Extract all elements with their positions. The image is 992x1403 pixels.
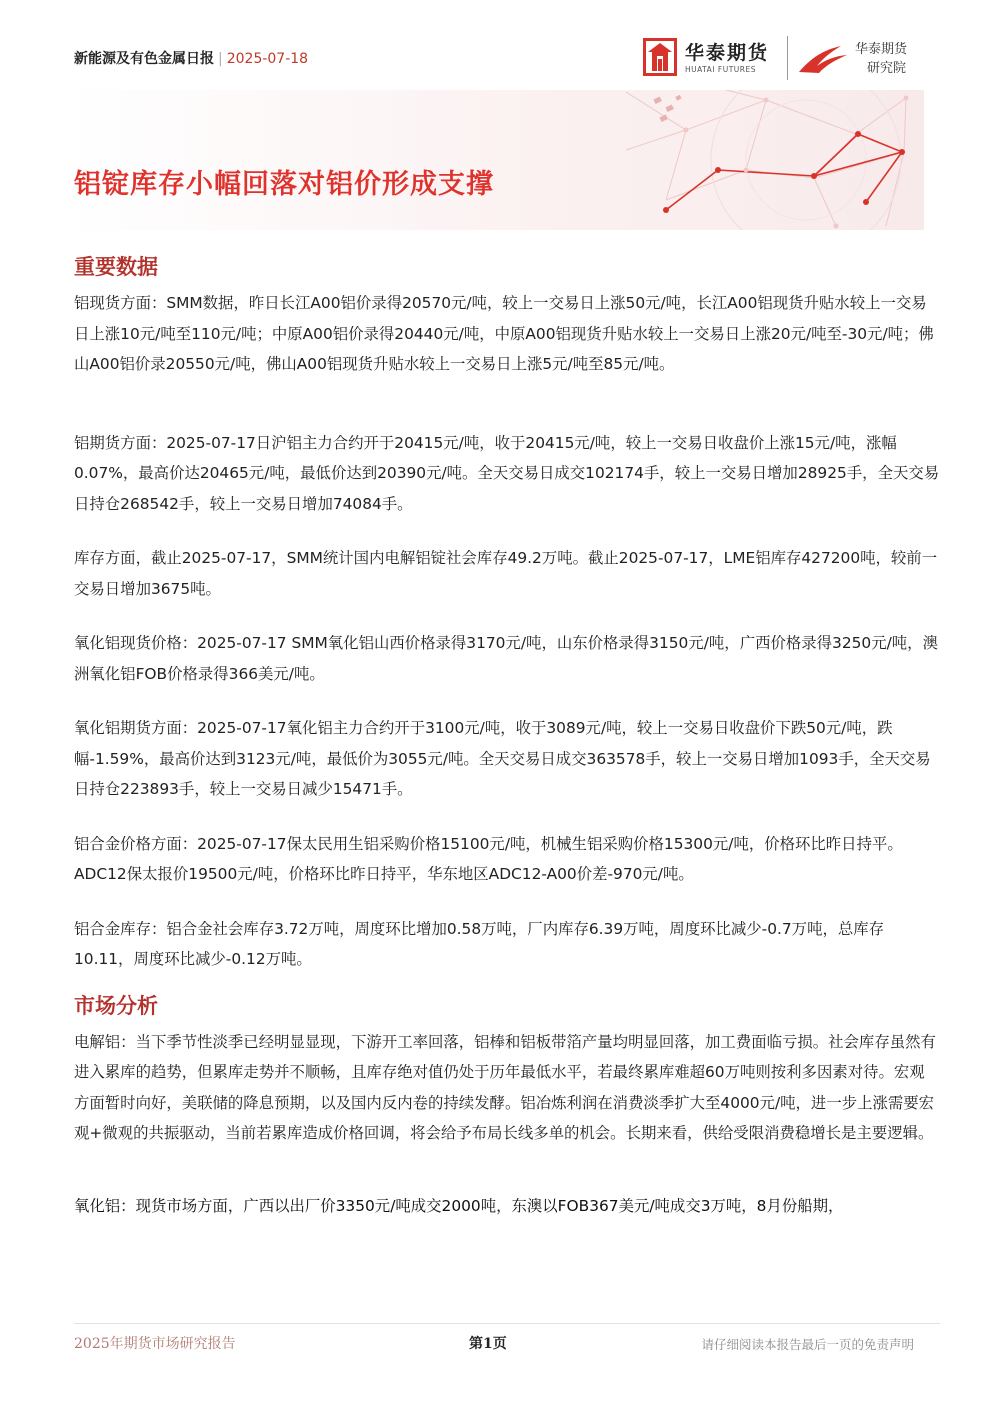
report-date: 2025-07-18 <box>226 51 309 67</box>
paragraph-electrolytic-aluminum: 电解铝：当下季节性淡季已经明显显现，下游开工率回落，铝棒和铝板带箔产量均明显回落，加工费面临亏损。社会库存虽然有进入累库的趋势，但累库走势并不顺畅，且库存绝对值仍处于历年最低水平，若最终累库难超60万吨则按利多因素对待。宏观方面暂时向好，美联储的降息预期，以及国内反内卷的持续发酵。铝冶炼利润在消费淡季扩大至4000元/吨，进一步上涨需要宏观+微观的共振驱动，当前若累库造成价格回调，将会给予布局长线多单的机会。长期来看，供给受限消费稳增长是主要逻辑。 <box>74 1032 936 1142</box>
paragraph-alloy-inventory: 铝合金库存：铝合金社会库存3.72万吨，周度环比增加0.58万吨，厂内库存6.39万吨，周度环比减少-0.7万吨，总库存10.11，周度环比减少-0.12万吨。 <box>74 919 885 968</box>
paragraph-alumina-analysis: 氧化铝：现货市场方面，广西以出厂价3350元/吨成交2000吨，东澳以FOB367美元/吨成交3万吨，8月份船期， <box>74 1196 844 1215</box>
section-heading-key-data: 重要数据 <box>74 255 158 279</box>
section-market-analysis <box>74 989 940 1222</box>
footer-disclaimer-note: 请仔细阅读本报告最后一页的免责声明 <box>701 1337 914 1352</box>
huatai-logo-icon <box>643 38 677 76</box>
paragraph-alumina-spot: 氧化铝现货价格：2025-07-17 SMM氧化铝山西价格录得3170元/吨，山东价格录得3150元/吨，广西价格录得3250元/吨，澳洲氧化铝FOB价格录得366美元/吨。 <box>74 634 938 683</box>
logo-divider <box>787 36 788 80</box>
section-heading-market-analysis: 市场分析 <box>74 993 158 1018</box>
title-banner <box>66 90 924 230</box>
network-decoration-graphic <box>66 90 924 230</box>
report-title: 铝锭库存小幅回落对铝价形成支撑 <box>74 169 494 200</box>
report-name: 新能源及有色金属日报 <box>74 51 214 67</box>
institute-swoosh-icon <box>797 42 857 74</box>
institute-name-line1: 华泰期货 <box>855 42 908 57</box>
institute-name-line2: 研究院 <box>867 61 907 76</box>
page-header <box>0 0 992 90</box>
footer-divider <box>74 1323 940 1324</box>
paragraph-alloy-price: 铝合金价格方面：2025-07-17保太民用生铝采购价格15100元/吨，机械生铝采购价格15300元/吨，价格环比昨日持平。ADC12保太报价19500元/吨，价格环比昨日持平，华东地区ADC12-A00价差-970元/吨。 <box>74 834 903 883</box>
huatai-futures-logo <box>643 38 783 80</box>
paragraph-inventory: 库存方面，截止2025-07-17，SMM统计国内电解铝锭社会库存49.2万吨。截止2025-07-17，LME铝库存427200吨，较前一交易日增加3675吨。 <box>74 549 938 598</box>
footer-report-series: 2025年期货市场研究报告 <box>74 1336 236 1352</box>
logo-chinese-text: 华泰期货 <box>685 42 770 64</box>
logo-english-text: HUATAI FUTURES <box>685 65 756 74</box>
paragraph-aluminum-spot: 铝现货方面：SMM数据，昨日长江A00铝价录得20570元/吨，较上一交易日上涨50元/吨，长江A00铝现货升贴水较上一交易日上涨10元/吨至110元/吨；中原A00铝价录得20440元/吨，中原A00铝现货升贴水较上一交易日上涨20元/吨至-30元/吨；佛山A00铝价录20550元/吨，佛山A00铝现货升贴水较上一交易日上涨5元/吨至85元/吨。 <box>74 294 934 373</box>
page-number: 第1页 <box>469 1336 507 1352</box>
header-separator: | <box>218 51 223 67</box>
report-header-label <box>74 48 308 68</box>
paragraph-alumina-futures: 氧化铝期货方面：2025-07-17氧化铝主力合约开于3100元/吨，收于3089元/吨，较上一交易日收盘价下跌50元/吨，跌幅-1.59%，最高价达到3123元/吨，最低价为3055元/吨。全天交易日成交363578手，较上一交易日增加1093手，全天交易日持仓223893手，较上一交易日减少15471手。 <box>74 719 931 798</box>
section-key-data <box>74 250 940 975</box>
paragraph-aluminum-futures: 铝期货方面：2025-07-17日沪铝主力合约开于20415元/吨，收于20415元/吨，较上一交易日收盘价上涨15元/吨，涨幅0.07%，最高价达20465元/吨，最低价达到20390元/吨。全天交易日成交102174手，较上一交易日增加28925手，全天交易日持仓268542手，较上一交易日增加74084手。 <box>74 433 940 513</box>
page-footer <box>74 1333 940 1357</box>
research-institute-logo <box>797 38 927 80</box>
report-body <box>74 250 940 1221</box>
